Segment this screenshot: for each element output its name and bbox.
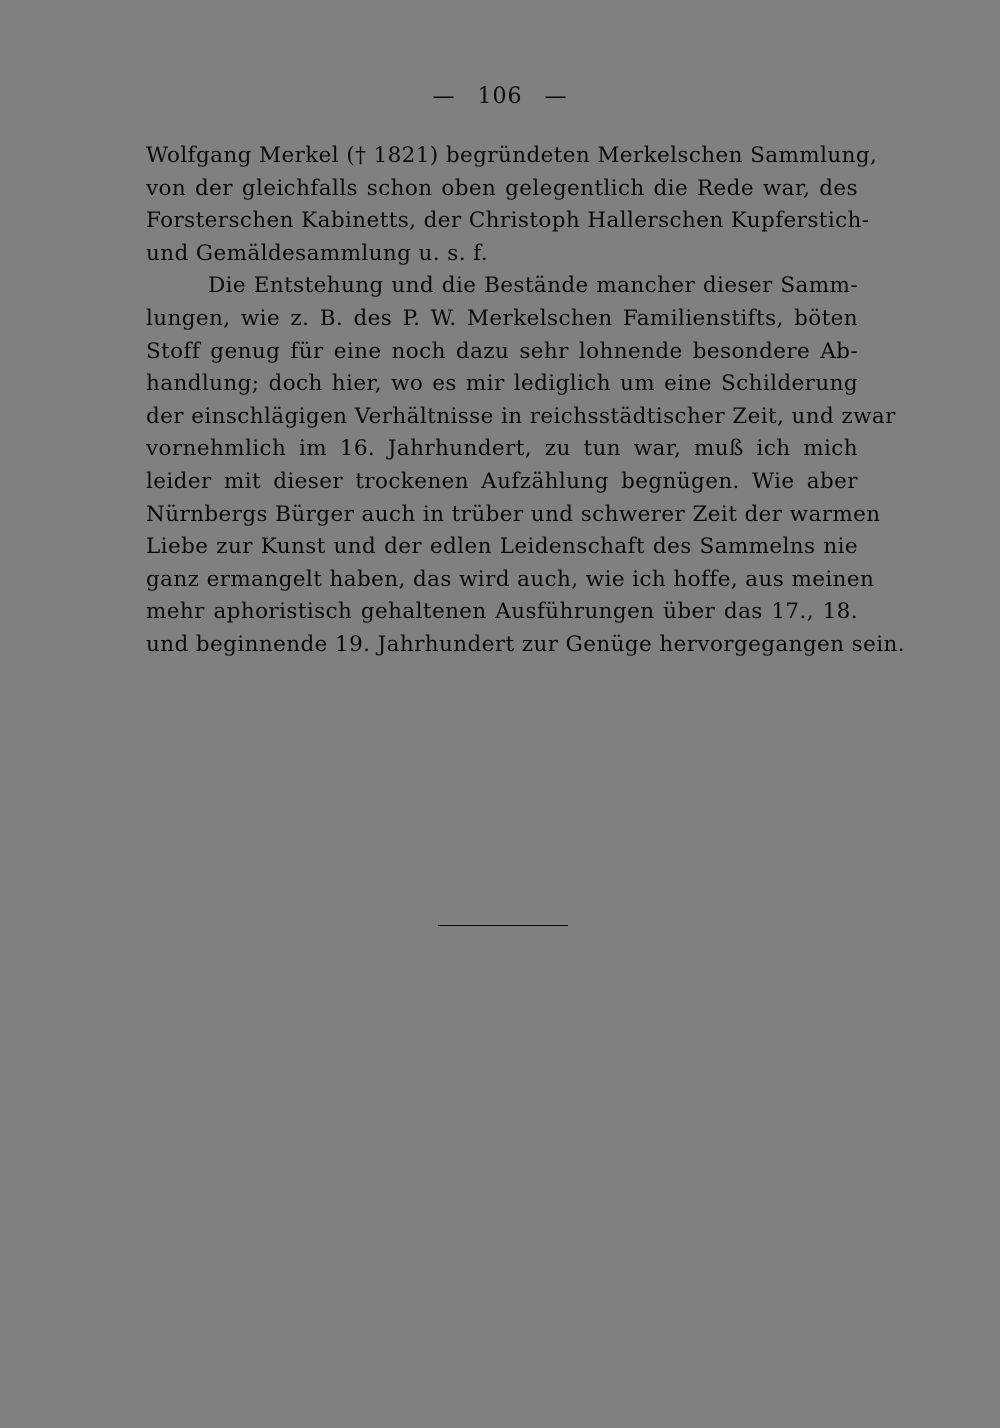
page-header	[0, 84, 1000, 109]
text-line: Nürnbergs Bürger auch in trüber und schwerer Zeit der warmen	[146, 501, 881, 527]
text-line: lungen, wie z. B. des P. W. Merkelschen Familienstifts, böten	[146, 305, 858, 331]
header-dash-right: —	[544, 84, 568, 109]
text-line: Wolfgang Merkel († 1821) begründeten Merkelschen Sammlung,	[146, 143, 878, 168]
text-line: Liebe zur Kunst und der edlen Leidenschaft des Sammelns nie	[146, 534, 858, 560]
end-rule	[438, 925, 568, 926]
text-line: handlung; doch hier, wo es mir lediglich um eine Schilderung	[146, 371, 858, 397]
text-line: und Gemäldesammlung u. s. f.	[146, 240, 488, 266]
text-line: ganz ermangelt haben, das wird auch, wie ich hoffe, aus meinen	[146, 566, 875, 592]
text-line: und beginnende 19. Jahrhundert zur Genüge hervorgegangen sein.	[146, 631, 905, 657]
text-line: leider mit dieser trockenen Aufzählung begnügen. Wie aber	[146, 468, 858, 494]
text-line: Stoff genug für eine noch dazu sehr lohnende besondere Ab-	[146, 338, 858, 364]
text-line: mehr aphoristisch gehaltenen Ausführungen über das 17., 18.	[146, 599, 858, 625]
text-line: vornehmlich im 16. Jahrhundert, zu tun war, muß ich mich	[146, 436, 858, 462]
text-line: Die Entstehung und die Bestände mancher dieser Samm-	[208, 273, 858, 299]
text-line: der einschlägigen Verhältnisse in reichsstädtischer Zeit, und zwar	[146, 403, 896, 429]
text-line: von der gleichfalls schon oben gelegentlich die Rede war, des	[146, 175, 858, 201]
text-line: Forsterschen Kabinetts, der Christoph Hallerschen Kupferstich-	[146, 208, 870, 234]
page-number: 106	[477, 84, 523, 109]
header-dash-left: —	[432, 84, 456, 109]
body-text	[146, 140, 905, 662]
